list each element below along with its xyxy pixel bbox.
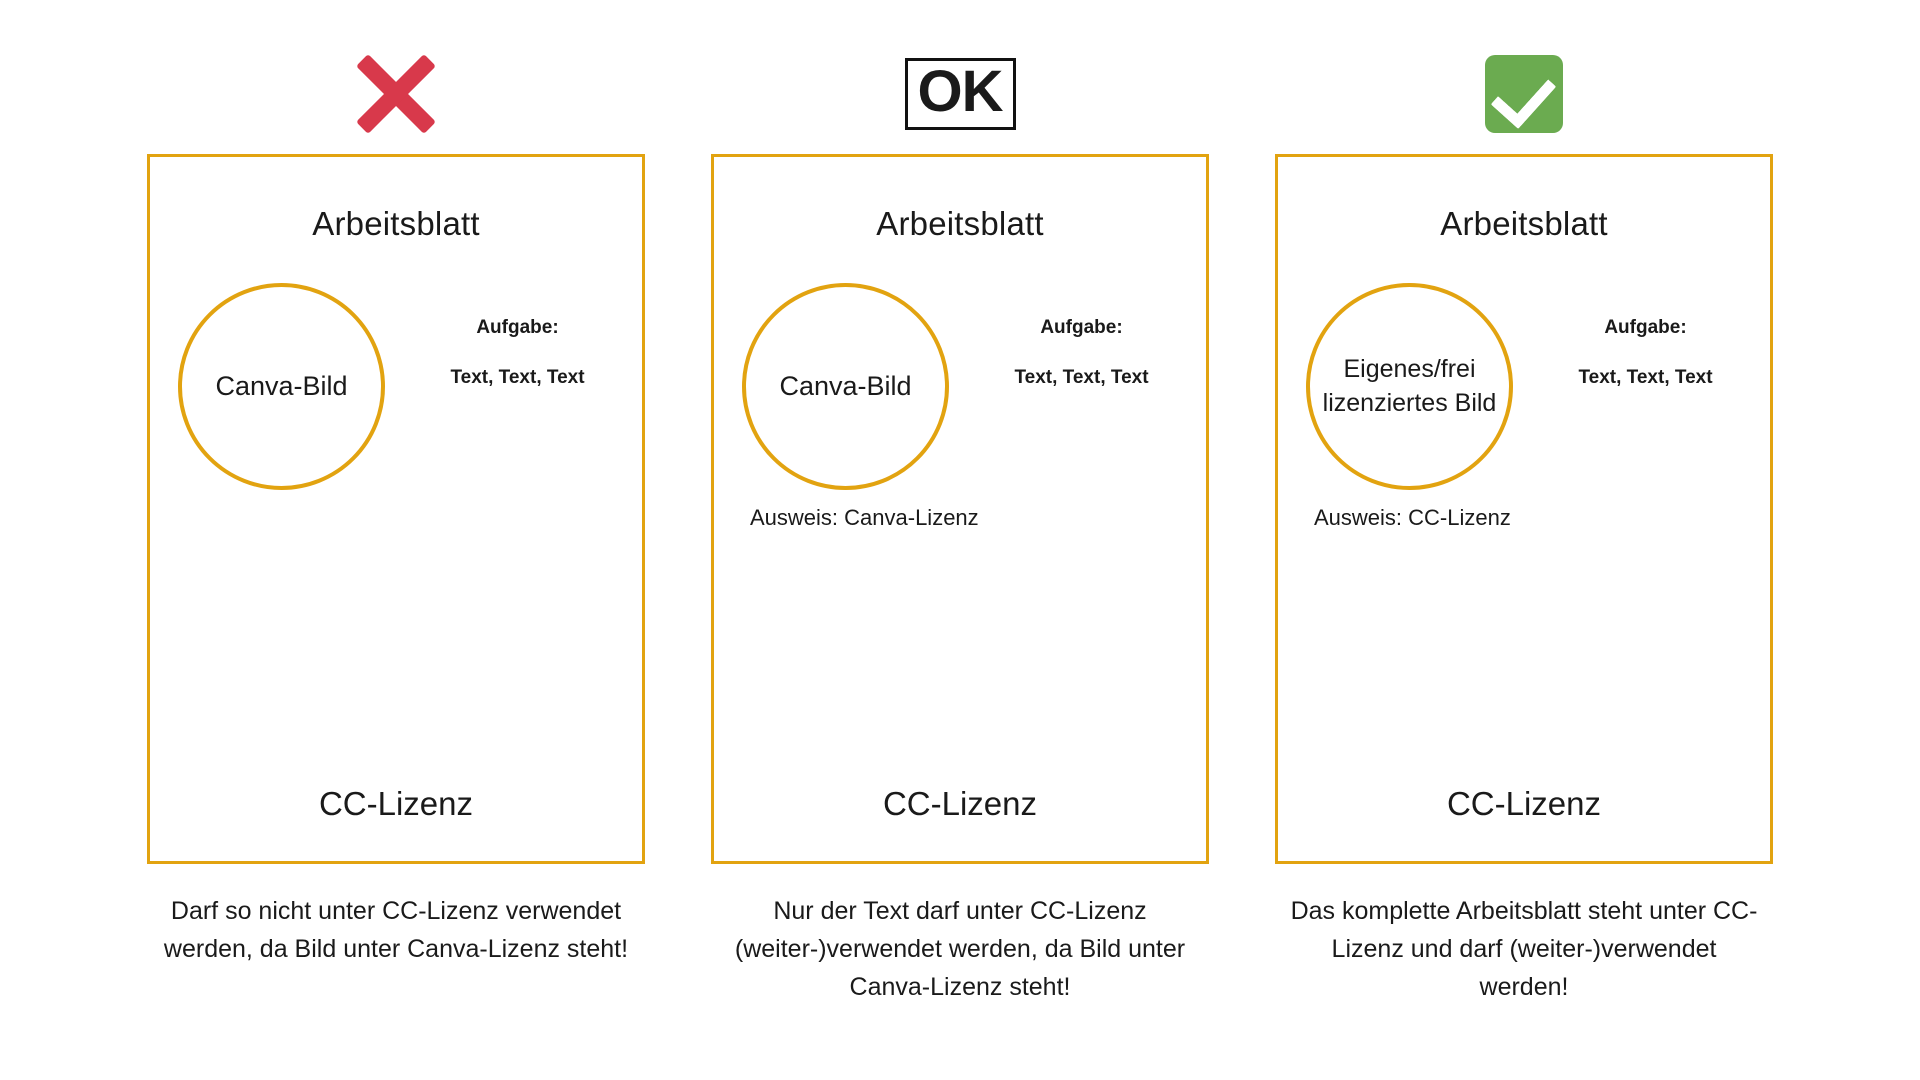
task-label-3: Aufgabe: — [1604, 317, 1687, 338]
caption-2: Nur der Text darf unter CC-Lizenz (weiter-)verwendet werden, da Bild unter Canva-Lizenz steht! — [734, 897, 1186, 1001]
status-mark-2 — [905, 34, 1016, 154]
worksheet-body-1 — [150, 273, 642, 533]
comparison-column-3 — [1274, 34, 1774, 1006]
worksheet-footer-1: CC-Lizenz — [318, 785, 474, 822]
license-note-2: Ausweis: Canva-Lizenz — [750, 505, 979, 530]
check-icon — [1485, 55, 1563, 133]
worksheet-body-2 — [714, 273, 1206, 533]
worksheet-title-2: Arbeitsblatt — [876, 205, 1044, 242]
caption-3: Das komplette Arbeitsblatt steht unter CC-Lizenz und darf (weiter-)verwendet werden! — [1290, 897, 1758, 1001]
worksheet-1 — [147, 154, 645, 864]
task-block-3 — [1533, 317, 1758, 389]
image-bubble-3: Eigenes/frei lizenziertes Bild — [1306, 283, 1513, 490]
task-block-2 — [969, 317, 1194, 389]
ok-box-icon: OK — [905, 58, 1016, 130]
cross-icon — [353, 51, 439, 137]
task-label-2: Aufgabe: — [1040, 317, 1123, 338]
status-mark-1 — [353, 34, 439, 154]
license-note-3: Ausweis: CC-Lizenz — [1314, 505, 1511, 530]
image-bubble-2: Canva-Bild — [742, 283, 949, 490]
worksheet-3 — [1275, 154, 1773, 864]
image-bubble-1: Canva-Bild — [178, 283, 385, 490]
task-label-1: Aufgabe: — [476, 317, 559, 338]
task-text-1: Text, Text, Text — [450, 367, 585, 388]
comparison-column-2 — [710, 34, 1210, 1006]
worksheet-body-3 — [1278, 273, 1770, 533]
worksheet-title-3: Arbeitsblatt — [1440, 205, 1608, 242]
task-text-2: Text, Text, Text — [1014, 367, 1149, 388]
status-mark-3 — [1485, 34, 1563, 154]
worksheet-footer-2: CC-Lizenz — [882, 785, 1038, 822]
worksheet-footer-3: CC-Lizenz — [1446, 785, 1602, 822]
task-text-3: Text, Text, Text — [1578, 367, 1713, 388]
comparison-column-1 — [146, 34, 646, 968]
worksheet-title-1: Arbeitsblatt — [312, 205, 480, 242]
caption-1: Darf so nicht unter CC-Lizenz verwendet werden, da Bild unter Canva-Lizenz steht! — [163, 897, 629, 963]
task-block-1 — [405, 317, 630, 389]
worksheet-2 — [711, 154, 1209, 864]
